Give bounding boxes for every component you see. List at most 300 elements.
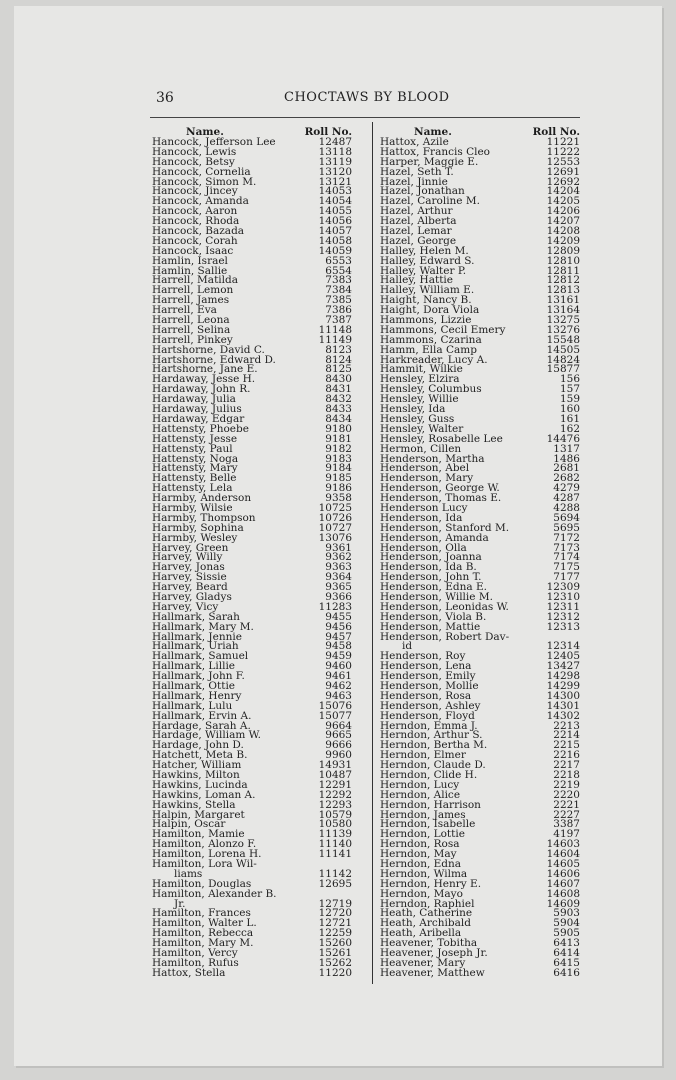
entry-name: Heath, Archibald [380, 917, 471, 930]
roll-number: 12291 [318, 778, 352, 791]
entry-name: Hawkins, Milton [152, 769, 240, 781]
entry-name: Hancock, Jefferson Lee [152, 136, 276, 148]
entry-name: Herndon, Rosa [380, 838, 460, 851]
entry-name: Henderson, Edna E. [380, 581, 487, 594]
entry-name: Henderson, Floyd [380, 709, 475, 722]
roll-number: 6415 [553, 956, 580, 969]
entry-name: Henderson, Viola B. [380, 610, 487, 623]
roll-number: 14298 [546, 670, 580, 683]
entry-name: Hazel, Jinnie [380, 175, 448, 188]
entry-name: Hancock, Lewis [152, 145, 237, 158]
roll-number: 9456 [325, 620, 352, 633]
roll-number: 2219 [553, 778, 580, 791]
entry-name: Halley, William E. [380, 284, 475, 297]
roll-number: 14299 [546, 679, 580, 692]
entry-name: Heath, Catherine [380, 907, 473, 920]
roll-number: 9183 [325, 452, 352, 465]
roll-number: 14206 [546, 205, 580, 218]
roll-header: Roll No. [304, 126, 352, 138]
roll-number: 7177 [553, 571, 580, 584]
entry-name: Harrell, James [152, 294, 230, 307]
roll-number: 5903 [553, 907, 580, 920]
page-header [154, 90, 580, 110]
entry-name: Hallmark, Lulu [152, 699, 233, 712]
roll-number: 9366 [325, 590, 352, 603]
entry-name: Hartshorne, Edward D. [152, 353, 276, 366]
roll-number: 9363 [325, 561, 352, 574]
entry-name: Herndon, Henry E. [380, 877, 482, 890]
roll-number: 12695 [318, 877, 352, 890]
left-column [152, 126, 352, 979]
roll-number: 8433 [325, 403, 352, 416]
roll-number: 10727 [318, 521, 352, 534]
entry-name: Hazel, Caroline M. [380, 195, 480, 208]
entry-name: Hazel, George [380, 234, 457, 247]
roll-number: 7387 [325, 314, 352, 327]
entry-name: Halpin, Oscar [152, 818, 226, 831]
roll-number: 9463 [325, 689, 352, 702]
entry-name: Herndon, Alice [380, 788, 461, 801]
roll-number: 14056 [318, 215, 352, 228]
entry-name: Heavener, Tobitha [380, 937, 478, 950]
entry-name: Hardaway, Julius [152, 403, 242, 416]
entry-name: Henderson, Ida B. [380, 561, 477, 574]
roll-number: 11283 [318, 600, 352, 613]
entry-name: Hazel, Jonathan [380, 185, 465, 198]
entry-name: Hattensty, Belle [152, 472, 237, 485]
roll-number: 8123 [325, 343, 352, 356]
roll-number: 6416 [553, 966, 580, 979]
roll-number: 2214 [553, 729, 580, 742]
roll-number: 15260 [318, 937, 352, 950]
entry-name: Halpin, Margaret [152, 808, 245, 821]
roll-number: 12691 [546, 165, 580, 178]
entry-name: Hallmark, Samuel [152, 650, 249, 663]
roll-number: 2213 [553, 719, 580, 732]
roll-number: 4197 [553, 828, 580, 841]
entry-name: Hawkins, Stella [152, 798, 236, 811]
roll-number: 14476 [546, 432, 580, 445]
roll-number: 14603 [546, 838, 580, 851]
roll-number: 4288 [553, 501, 580, 514]
roll-number: 7385 [325, 294, 352, 307]
roll-number: 156 [559, 373, 580, 386]
page-title: CHOCTAWS BY BLOOD [284, 90, 450, 105]
name-header: Name. [186, 126, 224, 138]
entry-name: Hamm, Ella Camp [380, 343, 477, 356]
roll-number: 12310 [546, 590, 580, 603]
entry-name: Hattox, Francis Cleo [380, 145, 490, 158]
roll-number: 14058 [318, 234, 352, 247]
entry-name: Hartshorne, Jane E. [152, 363, 258, 376]
roll-number: 14055 [318, 205, 352, 218]
entry-name: Hammons, Lizzie [380, 314, 472, 327]
roll-number: 9457 [325, 630, 352, 643]
entry-name: Herndon, Emma J. [380, 719, 478, 732]
entry-name: Herndon, James [380, 808, 466, 821]
entry-name: Herndon, Claude D. [380, 759, 486, 772]
entry-name: Henderson, John T. [380, 571, 482, 584]
entry-name: Henderson, Robert Dav- [380, 630, 510, 643]
roll-number: 13119 [318, 155, 352, 168]
entry-name: Hatcher, William [152, 759, 242, 772]
entry-name: Hamilton, Douglas [152, 877, 252, 890]
entry-name: Hallmark, Ottie [152, 679, 236, 692]
roll-number: 12293 [318, 798, 352, 811]
entry-name: Hardaway, John R. [152, 383, 251, 396]
roll-number: 6413 [553, 937, 580, 950]
entry-name: Hardaway, Jesse H. [152, 373, 256, 386]
roll-number: 9665 [325, 729, 352, 742]
entry-name: Harper, Maggie E. [380, 155, 479, 168]
entry-name: Hallmark, Ervin A. [152, 709, 252, 722]
roll-number: 13121 [318, 175, 352, 188]
roll-number: 1317 [553, 442, 580, 455]
column-divider [372, 122, 373, 984]
roll-number: 13164 [546, 304, 580, 317]
roll-number: 6553 [325, 254, 352, 267]
roll-number: 12813 [546, 284, 580, 297]
entry-name: Hensley, Ida [380, 403, 446, 416]
roll-number: 9666 [325, 739, 352, 752]
entry-name: Henderson, Emily [380, 670, 476, 683]
entry-name: liams [174, 867, 203, 880]
header-rule [150, 117, 580, 118]
entry-name: Herndon, Edna [380, 858, 462, 871]
roll-number: 14205 [546, 195, 580, 208]
entry-name: Hamilton, Alonzo F. [152, 838, 257, 851]
roll-number: 5904 [553, 917, 580, 930]
entry-name: Harrell, Leona [152, 314, 230, 327]
entry-name: Hattensty, Paul [152, 442, 233, 455]
entry-name: Hancock, Jincey [152, 185, 238, 198]
entry-name: Hensley, Guss [380, 412, 455, 425]
roll-number: 9362 [325, 551, 352, 564]
roll-number: 9182 [325, 442, 352, 455]
entry-name: Henderson, Amanda [380, 531, 489, 544]
roll-number: 12312 [546, 610, 580, 623]
entry-name: Herndon, Clide H. [380, 769, 478, 781]
roll-number: 9459 [325, 650, 352, 663]
entry-name: Henderson, Mattie [380, 620, 481, 633]
roll-number: 14300 [546, 689, 580, 702]
roll-number: 11140 [318, 838, 352, 851]
entry-name: Hancock, Isaac [152, 244, 234, 257]
roll-number: 14208 [546, 225, 580, 238]
entry-name: Herndon, Bertha M. [380, 739, 488, 752]
entry-name: Halley, Helen M. [380, 244, 469, 257]
entry-name: Hancock, Simon M. [152, 175, 257, 188]
roll-number: 14824 [546, 353, 580, 366]
roll-number: 9365 [325, 581, 352, 594]
roll-number: 14505 [546, 343, 580, 356]
roll-number: 12553 [546, 155, 580, 168]
entry-name: Haight, Dora Viola [380, 304, 480, 317]
entry-name: Hancock, Amanda [152, 195, 249, 208]
entry-name: Henderson, Joanna [380, 551, 482, 564]
roll-number: 9460 [325, 660, 352, 673]
roll-number: 5905 [553, 927, 580, 940]
roll-number: 8124 [325, 353, 352, 366]
entry-name: Hammons, Czarina [380, 333, 482, 346]
roll-number: 15077 [318, 709, 352, 722]
name-header: Name. [414, 126, 452, 138]
entry-name: Hallmark, Jennie [152, 630, 242, 643]
roll-number: 2215 [553, 739, 580, 752]
roll-number: 14604 [546, 848, 580, 861]
roll-number: 3387 [553, 818, 580, 831]
roll-number: 12811 [546, 264, 580, 277]
roll-number: 11149 [318, 333, 352, 346]
entry-name: Henderson, Martha [380, 452, 485, 465]
roll-number: 8125 [325, 363, 352, 376]
entry-name: Hallmark, Sarah [152, 610, 240, 623]
entry-name: Herndon, May [380, 848, 457, 861]
entry-name: Henderson, Ashley [380, 699, 481, 712]
roll-number: 13161 [546, 294, 580, 307]
roll-number: 9364 [325, 571, 352, 584]
entry-name: Harmby, Wilsie [152, 501, 233, 514]
entry-name: id [402, 640, 413, 653]
roll-number: 12309 [546, 581, 580, 594]
roll-number: 10580 [318, 818, 352, 831]
roll-number: 161 [559, 412, 580, 425]
roll-number: 157 [559, 383, 580, 396]
entry-name: Hazel, Seth T. [380, 165, 454, 178]
entry-name: Henderson, Abel [380, 462, 470, 475]
entry-name: Hensley, Walter [380, 422, 464, 435]
roll-number: 13427 [546, 660, 580, 673]
entry-name: Hamlin, Israel [152, 254, 228, 267]
entry-name: Hancock, Betsy [152, 155, 235, 168]
roll-number: 10726 [318, 511, 352, 524]
entry-name: Hallmark, Mary M. [152, 620, 254, 633]
roll-number: 13118 [318, 145, 352, 158]
roll-number: 14301 [546, 699, 580, 712]
roll-number: 9455 [325, 610, 352, 623]
roll-number: 12721 [318, 917, 352, 930]
roll-number: 1486 [553, 452, 580, 465]
entry-name: Hazel, Lemar [380, 225, 452, 238]
roll-number: 9185 [325, 472, 352, 485]
entry-name: Hamilton, Mary M. [152, 937, 254, 950]
entry-name: Hammons, Cecil Emery [380, 323, 506, 336]
entry-name: Harvey, Willy [152, 551, 223, 564]
entry-name: Hancock, Corah [152, 234, 238, 247]
roll-number: 7175 [553, 561, 580, 574]
entry-name: Henderson, Willie M. [380, 590, 493, 603]
entry-name: Hamilton, Lora Wil- [152, 858, 257, 871]
roll-number: 14931 [318, 759, 352, 772]
entry-name: Hensley, Rosabelle Lee [380, 432, 503, 445]
entry-name: Hamilton, Walter L. [152, 917, 257, 930]
roll-number: 9461 [325, 670, 352, 683]
entry-name: Harrell, Matilda [152, 274, 238, 287]
roll-number: 11142 [318, 867, 352, 880]
roll-number: 2216 [553, 749, 580, 762]
roll-number: 11220 [318, 966, 352, 979]
roll-number: 15548 [546, 333, 580, 346]
entry-name: Hallmark, Henry [152, 689, 242, 702]
entry-name: Herndon, Arthur S. [380, 729, 483, 742]
entry-name: Harvey, Gladys [152, 590, 232, 603]
entry-name: Heavener, Mary [380, 956, 466, 969]
entry-name: Hammit, Wilkie [380, 363, 463, 376]
entry-name: Henderson, Stanford M. [380, 521, 510, 534]
roll-number: 2682 [553, 472, 580, 485]
entry-name: Halley, Walter P. [380, 264, 467, 277]
roll-number: 2220 [553, 788, 580, 801]
roll-number: 7173 [553, 541, 580, 554]
entry-name: Henderson Lucy [380, 501, 468, 514]
entry-name: Harrell, Selina [152, 323, 231, 336]
roll-number: 14606 [546, 867, 580, 880]
roll-number: 5694 [553, 511, 580, 524]
roll-number: 14059 [318, 244, 352, 257]
entry-name: Harkreader, Lucy A. [380, 353, 488, 366]
entry-name: Hardage, John D. [152, 739, 244, 752]
roll-number: 14053 [318, 185, 352, 198]
roll-number: 14057 [318, 225, 352, 238]
roll-number: 12259 [318, 927, 352, 940]
entry-name: Herndon, Raphiel [380, 897, 475, 910]
roll-number: 6554 [325, 264, 352, 277]
entry-name: Harrell, Pinkey [152, 333, 233, 346]
roll-number: 12405 [546, 650, 580, 663]
roll-number: 159 [559, 393, 580, 406]
entry-name: Hamilton, Rebecca [152, 927, 254, 940]
entry-name: Hermon, Cillen [380, 442, 462, 455]
entry-name: Hattensty, Phoebe [152, 422, 249, 435]
roll-number: 162 [559, 422, 580, 435]
entry-name: Hamilton, Frances [152, 907, 251, 920]
roll-number: 9186 [325, 482, 352, 495]
roll-number: 9458 [325, 640, 352, 653]
entry-name: Heavener, Joseph Jr. [380, 947, 488, 960]
right-column [380, 126, 580, 979]
roll-number: 11222 [546, 145, 580, 158]
entry-name: Henderson, Roy [380, 650, 466, 663]
table-row [380, 966, 580, 979]
roll-number: 15877 [546, 363, 580, 376]
entry-name: Hamilton, Mamie [152, 828, 245, 841]
entry-name: Henderson, Mollie [380, 679, 479, 692]
roll-number: 10579 [318, 808, 352, 821]
roll-number: 10725 [318, 501, 352, 514]
roll-header: Roll No. [532, 126, 580, 138]
entry-name: Hatchett, Meta B. [152, 749, 248, 762]
roll-number: 2217 [553, 759, 580, 772]
entry-name: Herndon, Mayo [380, 887, 463, 900]
entry-name: Hancock, Aaron [152, 205, 238, 218]
entry-name: Hattensty, Noga [152, 452, 239, 465]
entry-name: Hensley, Willie [380, 393, 459, 406]
entry-name: Hawkins, Lucinda [152, 778, 248, 791]
roll-number: 12720 [318, 907, 352, 920]
entry-name: Hardage, William W. [152, 729, 261, 742]
entry-name: Harmby, Thompson [152, 511, 256, 524]
entry-name: Herndon, Isabelle [380, 818, 476, 831]
entry-name: Heavener, Matthew [380, 966, 485, 979]
roll-number: 14207 [546, 215, 580, 228]
roll-number: 11148 [318, 323, 352, 336]
roll-number: 7386 [325, 304, 352, 317]
entry-name: Hamilton, Rufus [152, 956, 239, 969]
roll-number: 6414 [553, 947, 580, 960]
roll-number: 12809 [546, 244, 580, 257]
roll-number: 14054 [318, 195, 352, 208]
roll-number: 14607 [546, 877, 580, 890]
entry-name: Hallmark, Lillie [152, 660, 236, 673]
roll-number: 4279 [553, 482, 580, 495]
roll-number: 8430 [325, 373, 352, 386]
entry-name: Hallmark, John F. [152, 670, 245, 683]
entry-name: Harrell, Lemon [152, 284, 234, 297]
roll-number: 8431 [325, 383, 352, 396]
entry-name: Henderson, George W. [380, 482, 500, 495]
entry-name: Hattox, Stella [152, 966, 226, 979]
entry-name: Hardaway, Julia [152, 393, 236, 406]
roll-number: 12719 [318, 897, 352, 910]
roll-number: 8432 [325, 393, 352, 406]
roll-number: 13275 [546, 314, 580, 327]
entry-name: Hazel, Alberta [380, 215, 457, 228]
entry-name: Hamilton, Lorena H. [152, 848, 262, 861]
roll-number: 11141 [318, 848, 352, 861]
roll-number: 9664 [325, 719, 352, 732]
entry-name: Jr. [174, 897, 186, 910]
roll-number: 14608 [546, 887, 580, 900]
entry-name: Henderson, Leonidas W. [380, 600, 509, 613]
entry-name: Herndon, Lucy [380, 778, 460, 791]
entry-name: Harmby, Anderson [152, 492, 252, 505]
page-number: 36 [156, 90, 174, 106]
roll-number: 12487 [318, 136, 352, 148]
roll-number: 160 [559, 403, 580, 416]
roll-number: 9358 [325, 492, 352, 505]
roll-number: 10487 [318, 769, 352, 781]
entry-name: Harmby, Wesley [152, 531, 238, 544]
roll-number: 7383 [325, 274, 352, 287]
roll-number: 12313 [546, 620, 580, 633]
entry-name: Hamlin, Sallie [152, 264, 228, 277]
roll-number: 2218 [553, 769, 580, 781]
entry-name: Hazel, Arthur [380, 205, 453, 218]
entry-name: Hawkins, Loman A. [152, 788, 256, 801]
roll-number: 9960 [325, 749, 352, 762]
entry-name: Herndon, Elmer [380, 749, 466, 762]
entry-name: Hardage, Sarah A. [152, 719, 251, 732]
roll-number: 13276 [546, 323, 580, 336]
roll-number: 12812 [546, 274, 580, 287]
roll-number: 2227 [553, 808, 580, 821]
roll-number: 13076 [318, 531, 352, 544]
entry-name: Henderson, Mary [380, 472, 474, 485]
roll-number: 5695 [553, 521, 580, 534]
roll-number: 15262 [318, 956, 352, 969]
entry-name: Herndon, Harrison [380, 798, 481, 811]
entry-name: Halley, Hattie [380, 274, 453, 287]
entry-name: Henderson, Lena [380, 660, 472, 673]
roll-number: 7384 [325, 284, 352, 297]
roll-number: 2221 [553, 798, 580, 811]
roll-number: 11139 [318, 828, 352, 841]
entry-name: Henderson, Olla [380, 541, 467, 554]
roll-number: 14605 [546, 858, 580, 871]
entry-name: Hensley, Elzira [380, 373, 460, 386]
roll-number: 9181 [325, 432, 352, 445]
roll-number: 9180 [325, 422, 352, 435]
